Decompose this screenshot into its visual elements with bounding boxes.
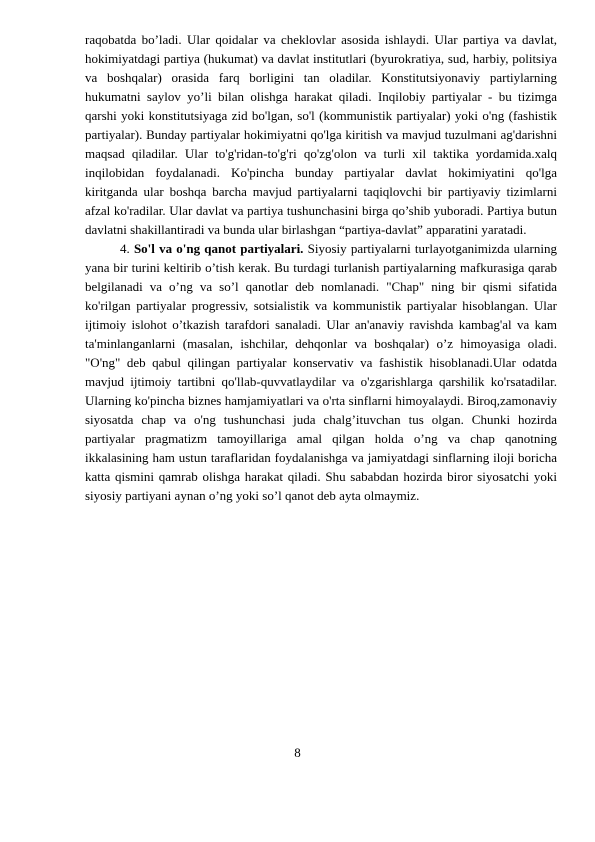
page-number: 8 [294, 745, 301, 760]
body-paragraph-2 [85, 239, 557, 505]
document-page [85, 30, 557, 505]
section-heading: So'l va o'ng qanot partiyalari. [133, 241, 304, 256]
body-paragraph-1: raqobatda bo’ladi. Ular qoidalar va cheklovlar asosida ishlaydi. Ular partiya va davlat, hokimiyatdagi partiya (hukumat) va davlat institutlari (byurokratiya, sud, harbiy, politsiya va boshqalar) orasida farq borligini tan oladilar. Konstitutsiyonaviy partiylarning hukumatni saylov yo’li bilan olishga harakat qiladi. Inqilobiy partiyalar - bu tizimga qarshi yoki konstitutsiyaga zid bo'lgan, so'l (kommunistik partiyalar) yoki o'ng (fashistik partiyalar). Bunday partiyalar hokimiyatni qo'lga kiritish va mavjud tuzulmani ag'darishni maqsad qiladilar. Ular to'g'ridan-to'g'ri qo'zg'olon va turli xil taktika yordamida.xalq inqilobidan foydalanadi. Ko'pincha bunday partiyalar davlat hokimiyatini qo'lga kiritganda ular boshqa barcha mavjud partiyalarni taqiqlovchi bir partiyaviy tizimlarni afzal ko'radilar. Ular davlat va partiya tushunchasini birga qo’shib yuboradi. Partiya butun davlatni shakillantiradi va bunda ular birlashgan “partiya-davlat” apparatini yaratadi. [85, 32, 557, 237]
section-body: Siyosiy partiyalarni turlayotganimizda ularning yana bir turini keltirib o’tish kerak. Bu turdagi turlanish partiyalarning mafkurasiga qarab belgilanadi va o’ng va so’l qanotlar deb nomlanadi. "Chap" ning bir qismi sifatida ko'rilgan partiyalar progressiv, sotsialistik va kommunistik partiyalar hisoblangan. Ular ijtimoiy islohot o’tkazish tarafdori sanaladi. Ular an'anaviy ravishda kambag'al va kam ta'minlanganlarni (masalan, ishchilar, dehqonlar va boshqalar) o’z himoyasiga oladi. "O'ng" deb qabul qilingan partiyalar konservativ va fashistik hisoblanadi.Ular odatda mavjud ijtimoiy tartibni qo'llab-quvvatlaydilar va o'zgarishlarga qarshilik ko'rsatadilar. Ularning ko'pincha biznes hamjamiyatlari va o'rta sinflarni himoyalaydi. Biroq,zamonaviy siyosatda chap va o'ng tushunchasi juda chalg’ituvchan tus olgan. Chunki hozirda partiyalar pragmatizm tamoyillariga amal qilgan holda o’ng va chap qanotning ikkalasining ham ustun taraflaridan foydalanishga va jamiyatdagi sinflarning iloji boricha katta qismini qamrab olishga harakat qiladi. Shu sababdan hozirda biror siyosatchi yoki siyosiy partiyani aynan o’ng yoki so’l qanot deb ayta olmaymiz. [85, 241, 557, 503]
section-number: 4. [120, 241, 130, 256]
